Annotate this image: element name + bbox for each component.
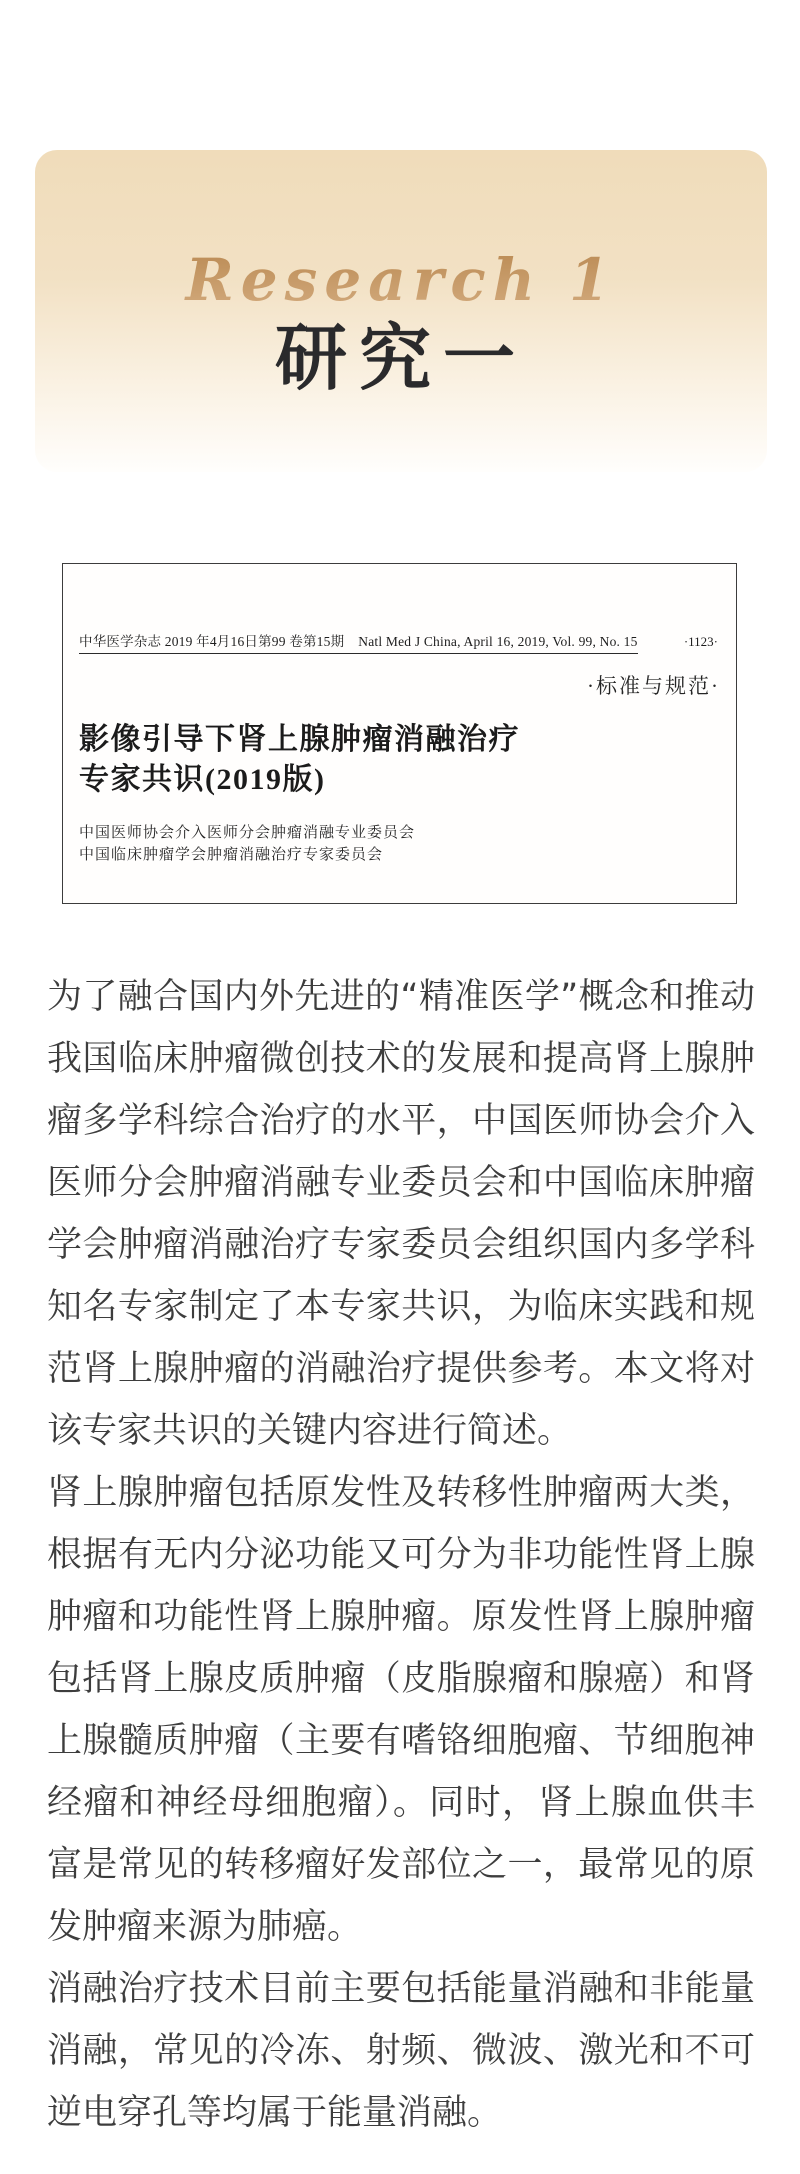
paper-title-line2: 专家共识(2019版) [79, 763, 326, 796]
journal-citation-chinese: 中华医学杂志 2019 年4月16日第99 卷第15期 [79, 634, 345, 649]
journal-header-card [62, 563, 737, 904]
article-paragraph-2: 肾上腺肿瘤包括原发性及转移性肿瘤两大类，根据有无内分泌功能又可分为非功能性肾上腺肿瘤和功能性肾上腺肿瘤。原发性肾上腺肿瘤包括肾上腺皮质肿瘤（皮脂腺瘤和腺癌）和肾上腺髓质肿瘤（主要有嗜铬细胞瘤、节细胞神经瘤和神经母细胞瘤）。同时，肾上腺血供丰富是常见的转移瘤好发部位之一，最常见的原发肿瘤来源为肺癌。 [47, 1473, 755, 1947]
journal-citation [79, 630, 638, 654]
paper-title [79, 720, 720, 800]
article-paragraph-3: 消融治疗技术目前主要包括能量消融和非能量消融，常见的冷冻、射频、微波、激光和不可逆电穿孔等均属于能量消融。 [47, 1969, 755, 2133]
paper-affiliation-2: 中国临床肿瘤学会肿瘤消融治疗专家委员会 [79, 847, 384, 863]
journal-column-label: ·标准与规范· [587, 674, 720, 698]
paper-affiliations [79, 822, 720, 866]
hero-banner [35, 150, 767, 472]
hero-title-english: Research 1 [35, 150, 767, 314]
journal-citation-row [79, 630, 720, 654]
hero-title-chinese: 研究一 [274, 319, 527, 399]
article-body [47, 966, 755, 2144]
journal-page-number: ·1123· [683, 634, 718, 649]
paper-title-line1: 影像引导下肾上腺肿瘤消融治疗 [79, 723, 520, 756]
paper-affiliation-1: 中国医师协会介入医师分会肿瘤消融专业委员会 [79, 825, 416, 841]
journal-citation-english: Natl Med J China, April 16, 2019, Vol. 99, No. 15 [358, 634, 638, 649]
article-paragraph-1: 为了融合国内外先进的“精准医学”概念和推动我国临床肿瘤微创技术的发展和提高肾上腺肿瘤多学科综合治疗的水平，中国医师协会介入医师分会肿瘤消融专业委员会和中国临床肿瘤学会肿瘤消融治疗专家委员会组织国内多学科知名专家制定了本专家共识，为临床实践和规范肾上腺肿瘤的消融治疗提供参考。本文将对该专家共识的关键内容进行简述。 [47, 977, 755, 1451]
